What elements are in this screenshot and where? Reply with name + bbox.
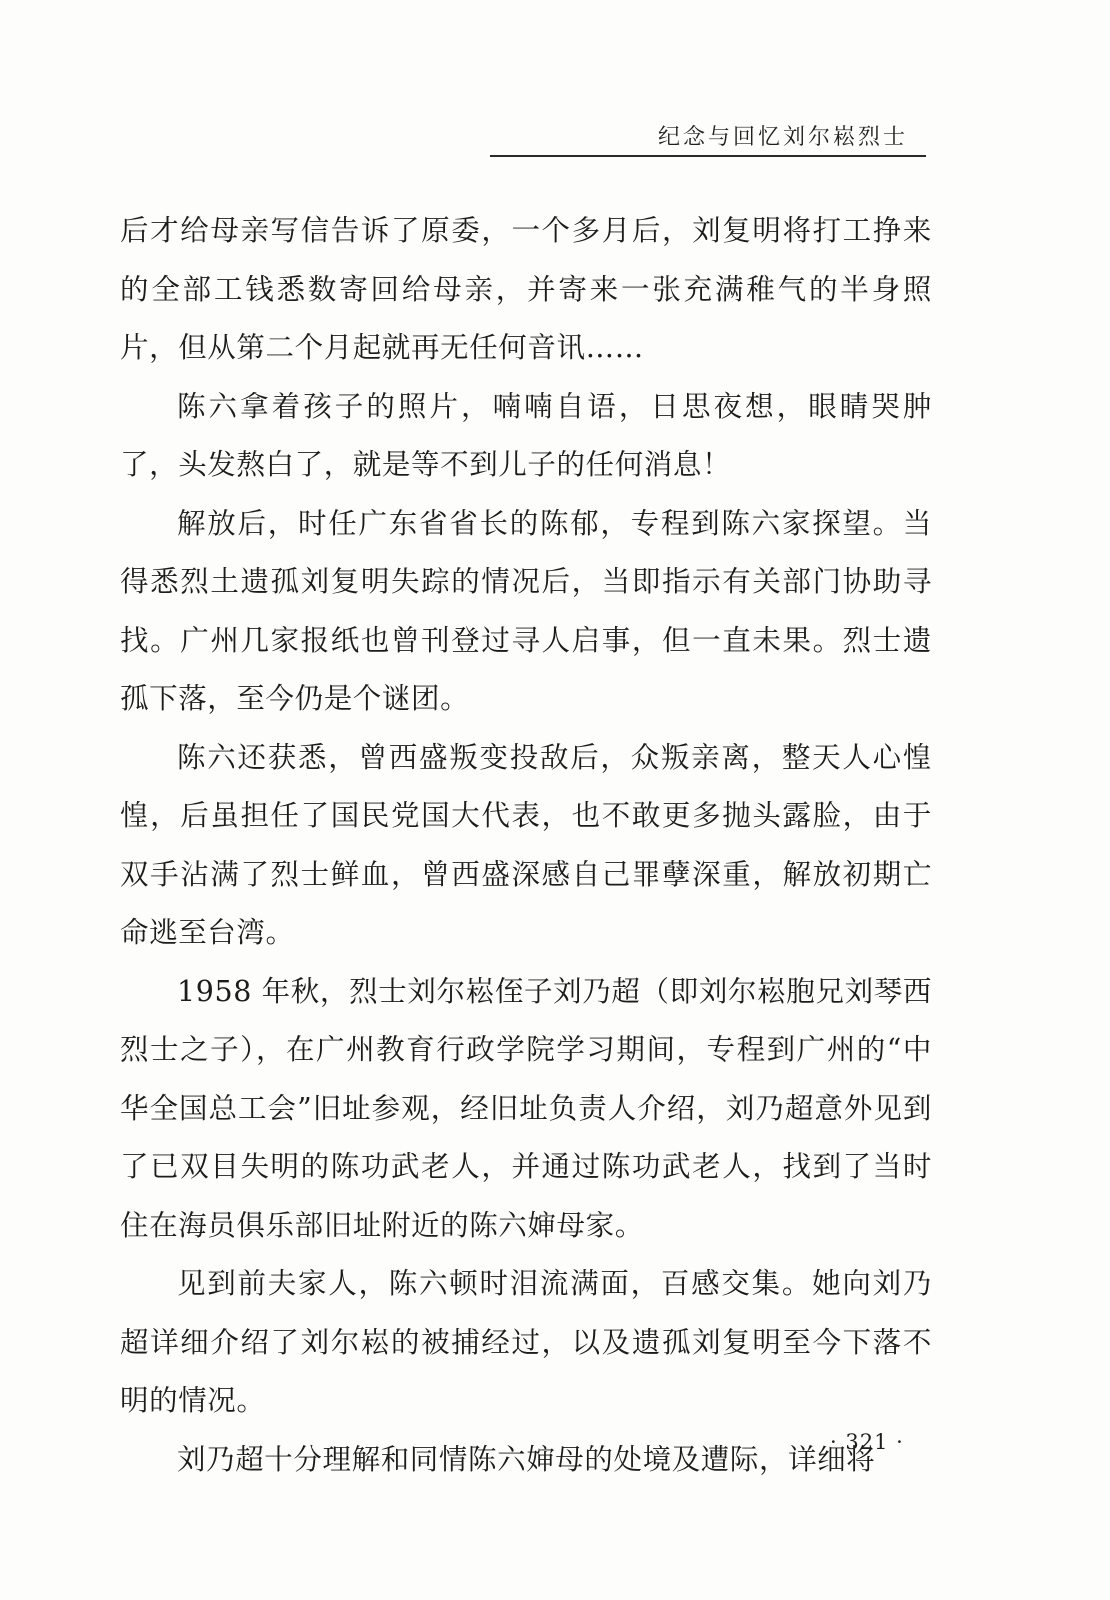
paragraph: 1958 年秋，烈士刘尔崧侄子刘乃超（即刘尔崧胞兄刘琴西烈士之子），在广州教育行政学院学习期间，专程到广州的“中华全国总工会”旧址参观，经旧址负责人介绍，刘乃超意外见到了已双目失明的陈功武老人，并通过陈功武老人，找到了当时住在海员俱乐部旧址附近的陈六婶母家。: [120, 974, 932, 1242]
paragraph: 陈六还获悉，曾西盛叛变投敌后，众叛亲离，整天人心惶惶，后虽担任了国民党国大代表，也不敢更多抛头露脸，由于双手沾满了烈士鲜血，曾西盛深感自己罪孽深重，解放初期亡命逃至台湾。: [120, 740, 932, 949]
paragraph: 陈六拿着孩子的照片，喃喃自语，日思夜想，眼睛哭肿了，头发熬白了，就是等不到儿子的任何消息！: [120, 389, 932, 481]
header-rule: [490, 155, 926, 157]
paragraph: 见到前夫家人，陈六顿时泪流满面，百感交集。她向刘乃超详细介绍了刘尔崧的被捕经过，以及遗孤刘复明至今下落不明的情况。: [120, 1267, 932, 1417]
paragraph-continuation: 后才给母亲写信告诉了原委，一个多月后，刘复明将打工挣来的全部工钱悉数寄回给母亲，并寄来一张充满稚气的半身照片，但从第二个月起就再无任何音讯……: [120, 214, 932, 364]
paragraph: 解放后，时任广东省省长的陈郁，专程到陈六家探望。当得悉烈土遗孤刘复明失踪的情况后，当即指示有关部门协助寻找。广州几家报纸也曾刊登过寻人启事，但一直未果。烈士遗孤下落，至今仍是个谜团。: [120, 506, 932, 715]
paragraph: 刘乃超十分理解和同情陈六婶母的处境及遭际，详细将: [177, 1442, 876, 1476]
running-header: 纪念与回忆刘尔崧烈士: [657, 125, 908, 150]
body-text: [120, 202, 932, 1489]
page-number: · 321 ·: [830, 1430, 904, 1454]
